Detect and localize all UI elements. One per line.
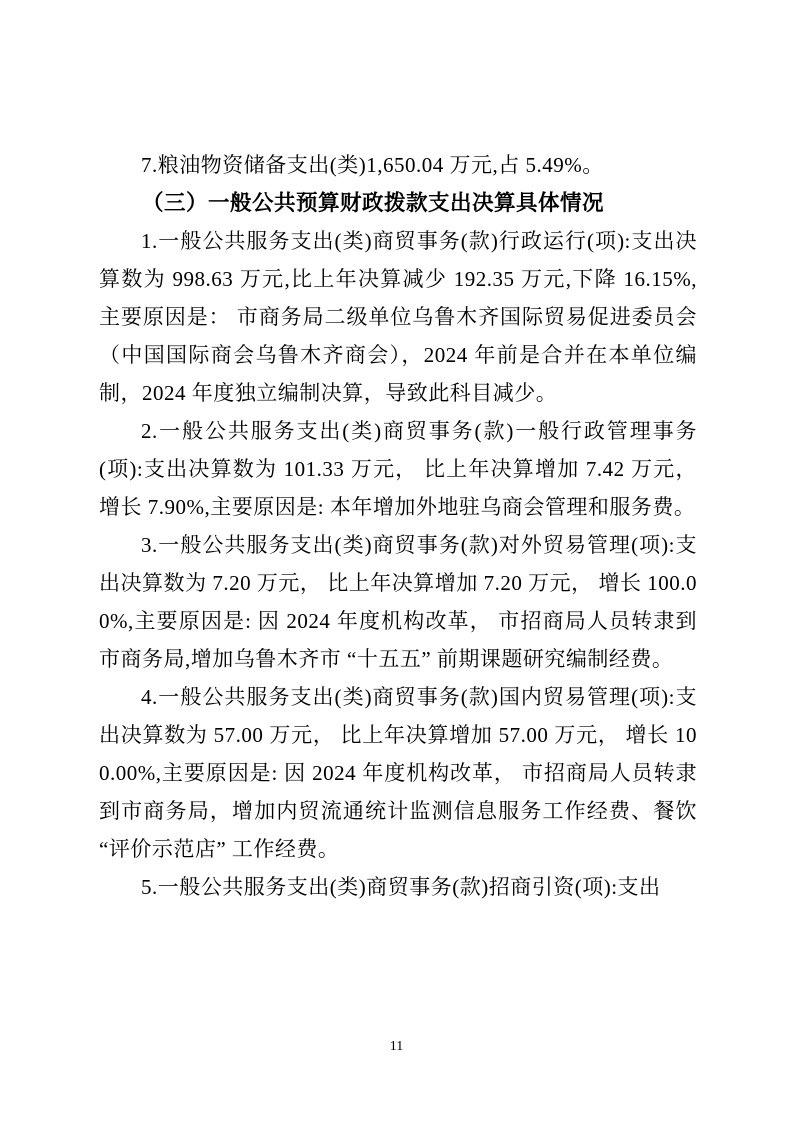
page-number: 11 xyxy=(389,1039,404,1054)
section-heading: （三）一般公共预算财政拨款支出决算具体情况 xyxy=(142,191,605,215)
list-item-grain-reserve-expenditure: 7.粮油物资储备支出(类)1,650.04 万元,占 5.49%。 xyxy=(141,153,604,177)
paragraph-item-4-domestic-trade-management: 4.一般公共服务支出(类)商贸事务(款)国内贸易管理(项):支出决算数为 57.00 万元， 比上年决算增加 57.00 万元， 增长 100.00%,主要原因是: 因 2024 年度机构改革， 市招商局人员转隶到市商务局，增加内贸流通统计监测信息服务工作经费、餐饮 “评价示范店” 工作经费。 xyxy=(99,685,697,861)
document-body xyxy=(99,146,697,906)
paragraph-item-1-administrative-operation: 1.一般公共服务支出(类)商贸事务(款)行政运行(项):支出决算数为 998.63 万元,比上年决算减少 192.35 万元,下降 16.15%,主要原因是： 市商务局二级单位乌鲁木齐国际贸易促进委员会（中国国际商会乌鲁木齐商会），2024 年前是合并在本单位编制，2024 年度独立编制决算，导致此科目减少。 xyxy=(99,229,697,405)
paragraph-item-5-investment-promotion: 5.一般公共服务支出(类)商贸事务(款)招商引资(项):支出 xyxy=(141,875,661,899)
paragraph-item-2-general-admin-affairs: 2.一般公共服务支出(类)商贸事务(款)一般行政管理事务(项):支出决算数为 101.33 万元， 比上年决算增加 7.42 万元，增长 7.90%,主要原因是: 本年增加外地驻乌商会管理和服务费。 xyxy=(99,419,697,519)
paragraph-item-3-foreign-trade-management: 3.一般公共服务支出(类)商贸事务(款)对外贸易管理(项):支出决算数为 7.20 万元， 比上年决算增加 7.20 万元， 增长 100.00%,主要原因是: 因 2024 年度机构改革， 市招商局人员转隶到市商务局,增加乌鲁木齐市 “十五五” 前期课题研究编制经费。 xyxy=(99,533,697,671)
